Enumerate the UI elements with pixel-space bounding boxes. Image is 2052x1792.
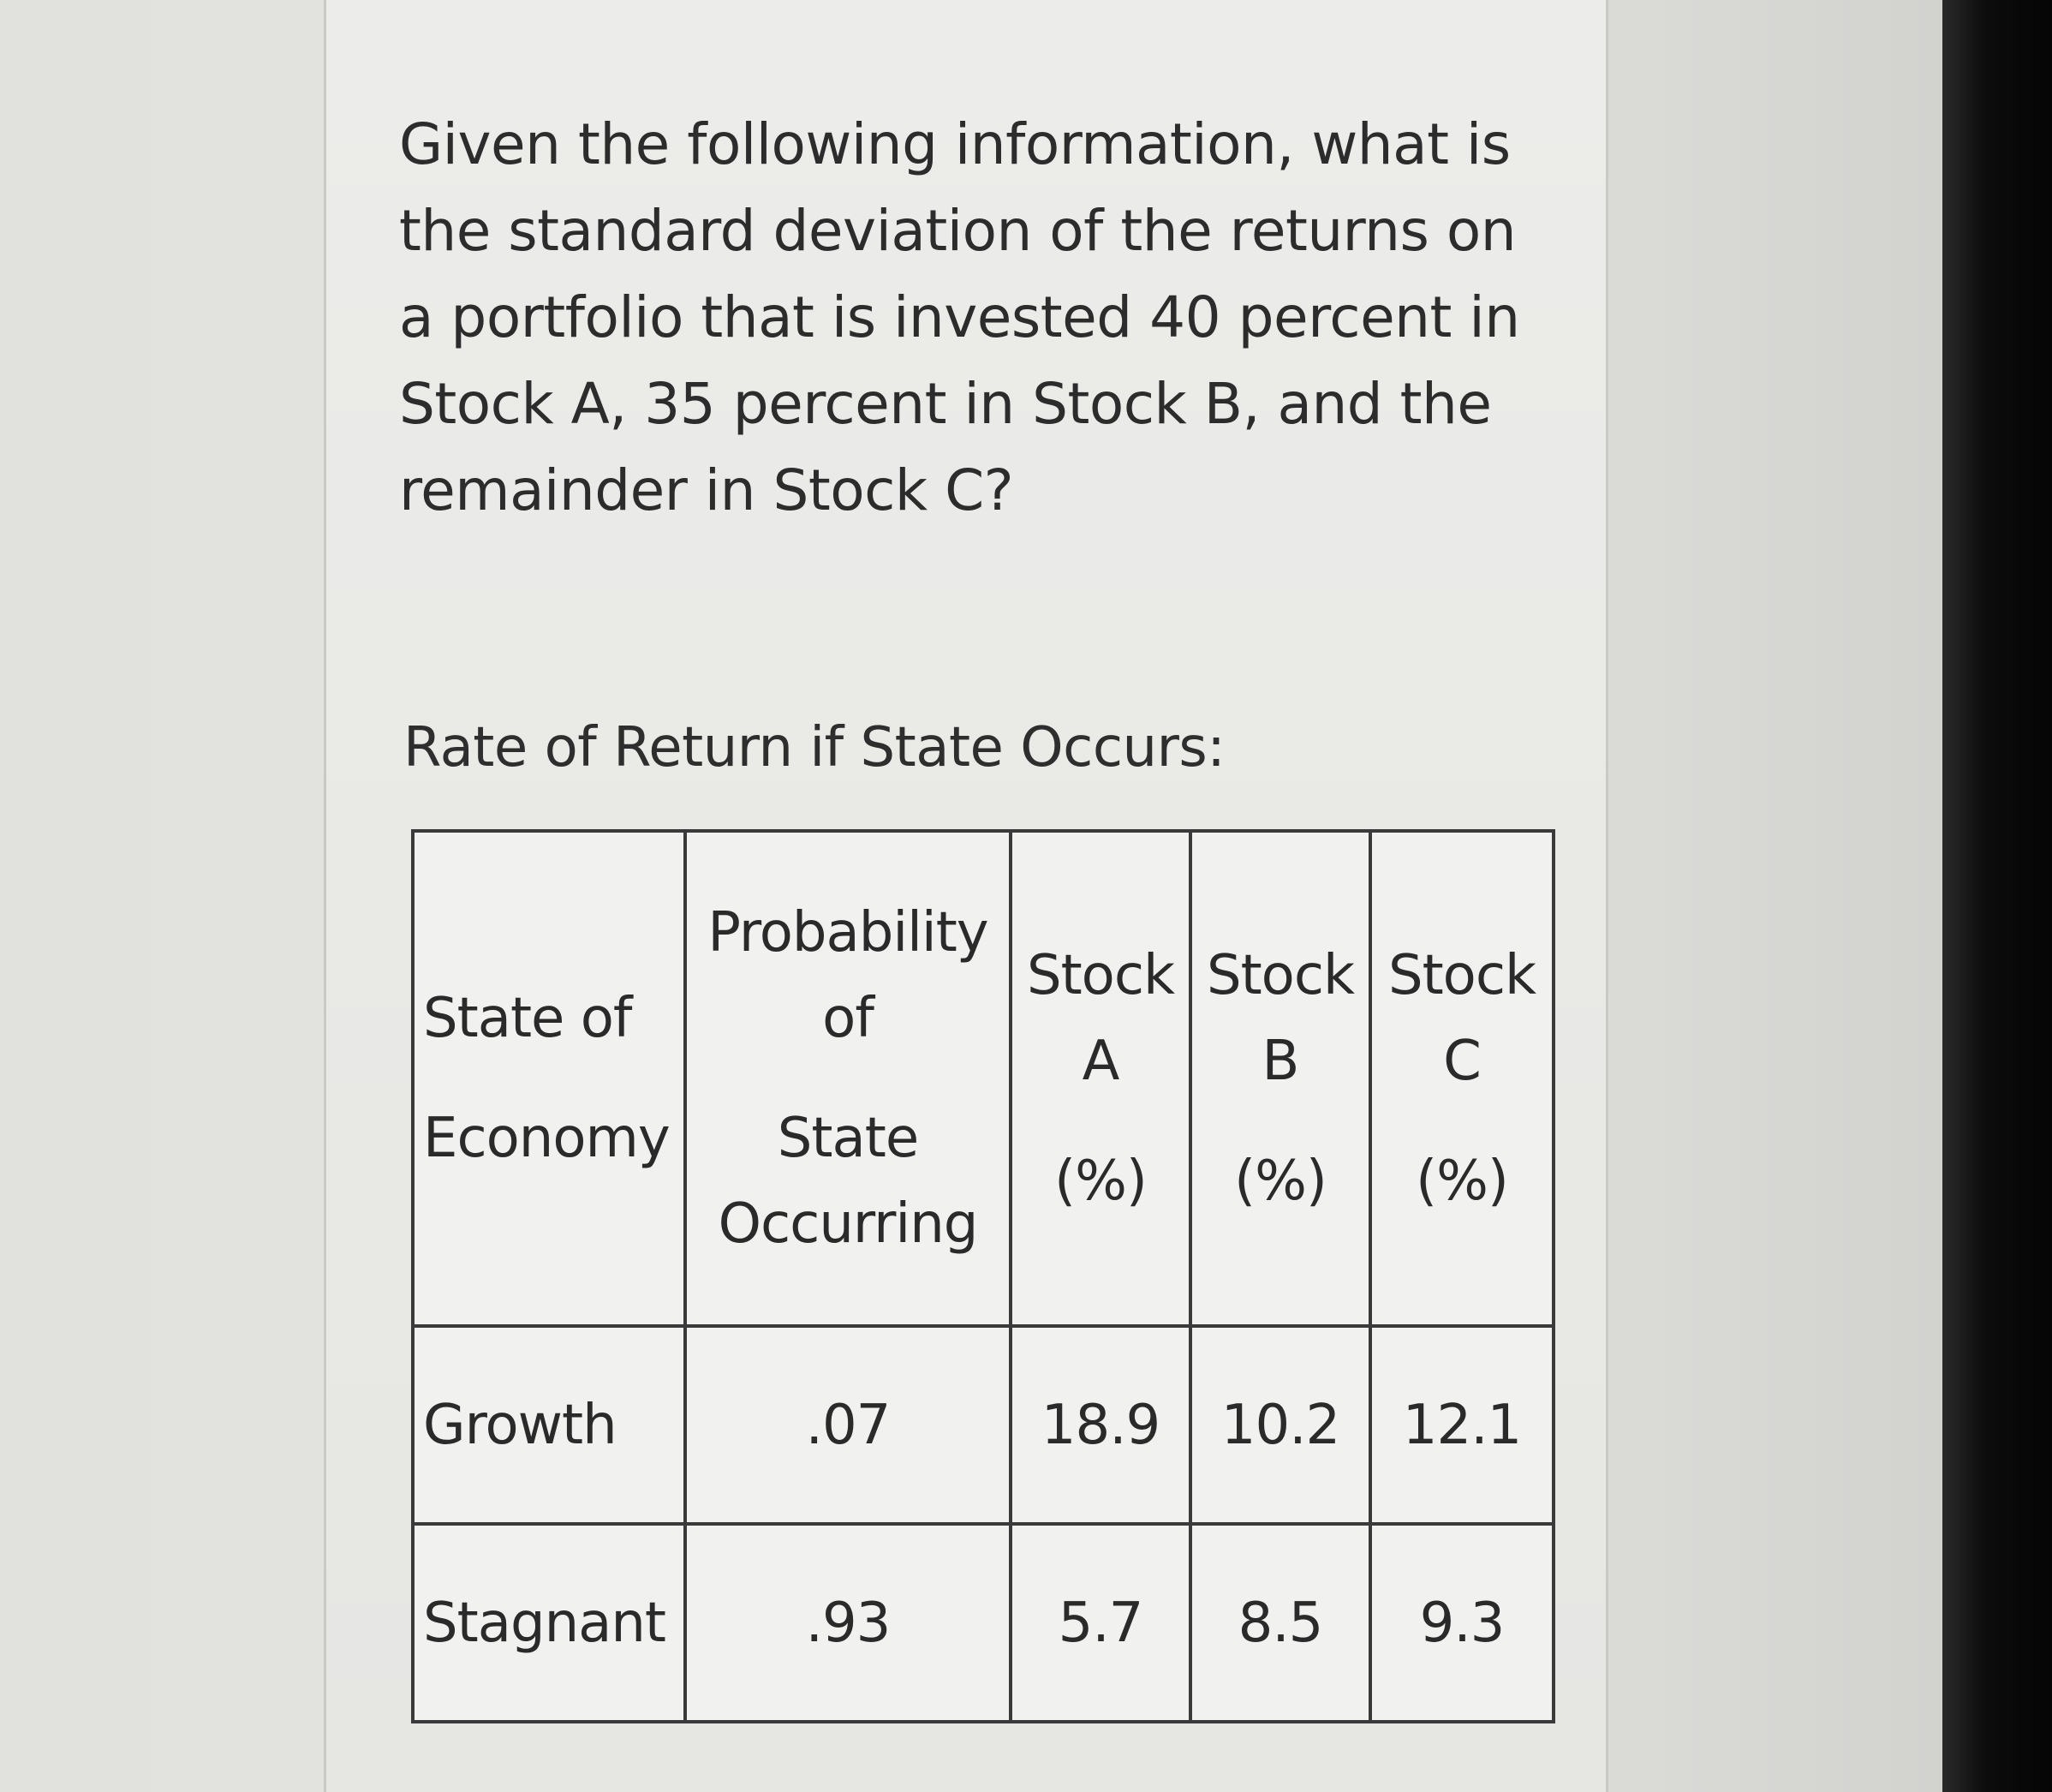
header-stock-b-line-1: Stock xyxy=(1206,944,1355,1007)
cell-stock-a: 5.7 xyxy=(1011,1524,1190,1722)
header-probability-line-4: Occurring xyxy=(718,1192,978,1256)
header-stock-a xyxy=(1011,831,1190,1326)
header-state-line-1: State of xyxy=(423,987,632,1050)
table-caption: Rate of Return if State Occurs: xyxy=(403,716,1226,780)
header-stock-c-line-1: Stock xyxy=(1387,944,1536,1007)
screen-bezel xyxy=(1942,0,2052,1792)
cell-probability: .93 xyxy=(685,1524,1011,1722)
header-stock-c xyxy=(1370,831,1554,1326)
cell-stock-a: 18.9 xyxy=(1011,1326,1190,1524)
header-probability-line-3: State xyxy=(777,1107,919,1170)
cell-stock-c: 12.1 xyxy=(1370,1326,1554,1524)
header-state-line-2: Economy xyxy=(423,1107,670,1170)
header-stock-a-line-3: (%) xyxy=(1054,1150,1147,1213)
cell-stock-b: 8.5 xyxy=(1190,1524,1370,1722)
cell-state: Growth xyxy=(413,1326,685,1524)
header-probability-line-1: Probability xyxy=(707,901,988,965)
table-row xyxy=(413,1326,1554,1524)
header-stock-c-line-3: (%) xyxy=(1416,1150,1508,1213)
table-header-row xyxy=(413,831,1554,1326)
header-stock-b-line-3: (%) xyxy=(1234,1150,1327,1213)
header-probability xyxy=(685,831,1011,1326)
cell-stock-b: 10.2 xyxy=(1190,1326,1370,1524)
cell-probability: .07 xyxy=(685,1326,1011,1524)
cell-stock-c: 9.3 xyxy=(1370,1524,1554,1722)
header-stock-b xyxy=(1190,831,1370,1326)
header-stock-c-line-2: C xyxy=(1443,1030,1481,1093)
cell-state: Stagnant xyxy=(413,1524,685,1722)
table-row xyxy=(413,1524,1554,1722)
header-stock-b-line-2: B xyxy=(1262,1030,1299,1093)
header-probability-line-2: of xyxy=(822,987,874,1050)
question-text: Given the following information, what is the standard deviation of the returns on a portfolio that is invested 40 percent in Stock A, 35 percent in Stock B, and the remainder in Stock C? xyxy=(399,111,1520,523)
header-stock-a-line-1: Stock xyxy=(1026,944,1175,1007)
header-state-of-economy xyxy=(413,831,685,1326)
question-panel xyxy=(324,0,1608,1792)
header-stock-a-line-2: A xyxy=(1082,1030,1119,1093)
returns-table xyxy=(411,829,1555,1723)
